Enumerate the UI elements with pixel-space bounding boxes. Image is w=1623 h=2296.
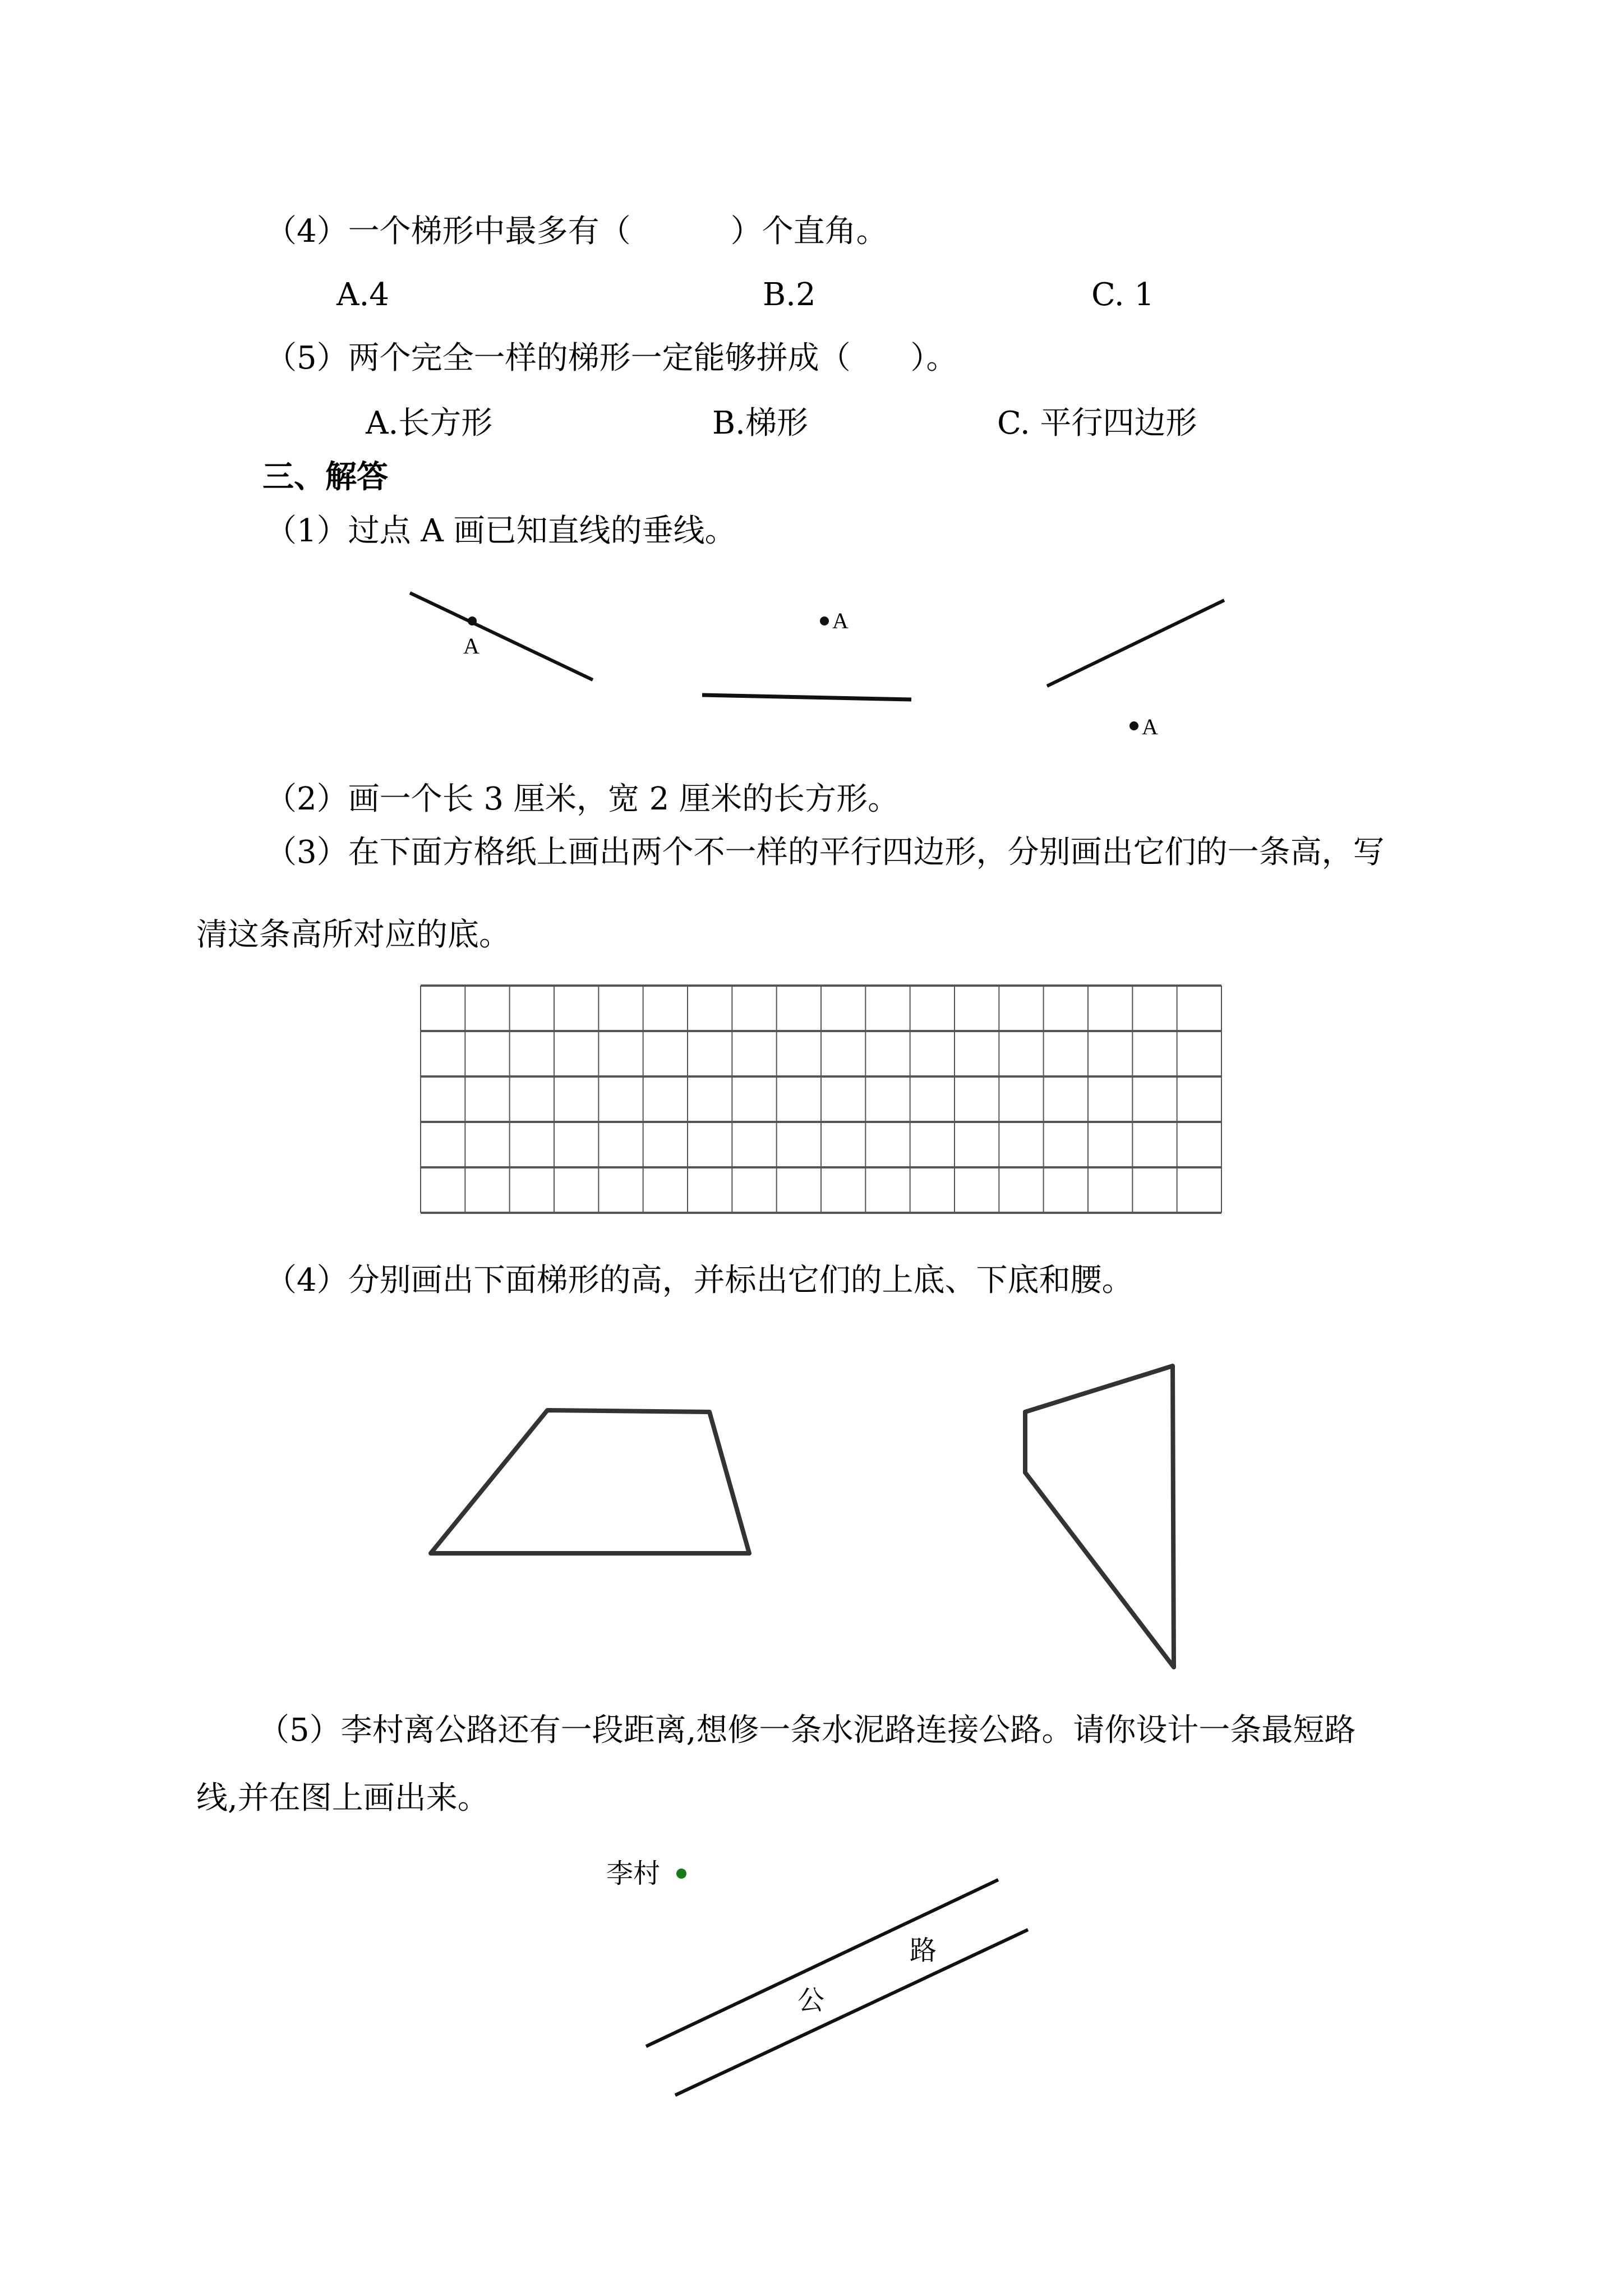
road-edge-1 bbox=[646, 1880, 998, 2046]
perpendicular-figure-3 bbox=[1047, 600, 1224, 730]
q4-option-a: A.4 bbox=[336, 277, 389, 313]
p2-text: （2）画一个长 3 厘米，宽 2 厘米的长方形。 bbox=[265, 781, 900, 817]
p4-text: （4）分别画出下面梯形的高，并标出它们的上底、下底和腰。 bbox=[265, 1262, 1133, 1299]
p5-text-line1: （5）李村离公路还有一段距离,想修一条水泥路连接公路。请你设计一条最短路 bbox=[258, 1712, 1356, 1749]
perpendicular-figure-2 bbox=[702, 616, 911, 700]
perpendicular-figure-1 bbox=[410, 593, 593, 680]
grid-paper bbox=[421, 986, 1221, 1213]
q4-option-b: B.2 bbox=[763, 277, 816, 313]
p1-text: （1）过点 A 画已知直线的垂线。 bbox=[265, 513, 736, 549]
q4-option-c: C. 1 bbox=[1091, 277, 1155, 313]
section-title: 三、解答 bbox=[262, 458, 388, 495]
p5-text-line2: 线,并在图上画出来。 bbox=[196, 1780, 489, 1816]
point-a-label-2: A bbox=[832, 608, 849, 633]
q5-option-c: C. 平行四边形 bbox=[997, 405, 1197, 441]
road-label-2: 路 bbox=[910, 1935, 937, 1966]
q5-option-a: A.长方形 bbox=[366, 405, 493, 441]
trapezoid-1 bbox=[431, 1410, 749, 1553]
village-label: 李村 bbox=[606, 1858, 661, 1889]
q5-stem: （5）两个完全一样的梯形一定能够拼成（ ）。 bbox=[265, 340, 958, 376]
q5-option-b: B.梯形 bbox=[712, 405, 808, 441]
trapezoid-2 bbox=[1025, 1366, 1174, 1667]
q4-stem: （4）一个梯形中最多有（ ）个直角。 bbox=[265, 213, 888, 250]
point-a-label-3: A bbox=[1142, 714, 1158, 739]
p3-text-line2: 清这条高所对应的底。 bbox=[196, 917, 510, 953]
road-label-1: 公 bbox=[797, 1985, 825, 2016]
point-a-label-1: A bbox=[463, 633, 479, 659]
p3-text-line1: （3）在下面方格纸上画出两个不一样的平行四边形，分别画出它们的一条高，写 bbox=[265, 834, 1385, 871]
road-edge-2 bbox=[675, 1930, 1028, 2095]
village-dot bbox=[676, 1869, 686, 1879]
